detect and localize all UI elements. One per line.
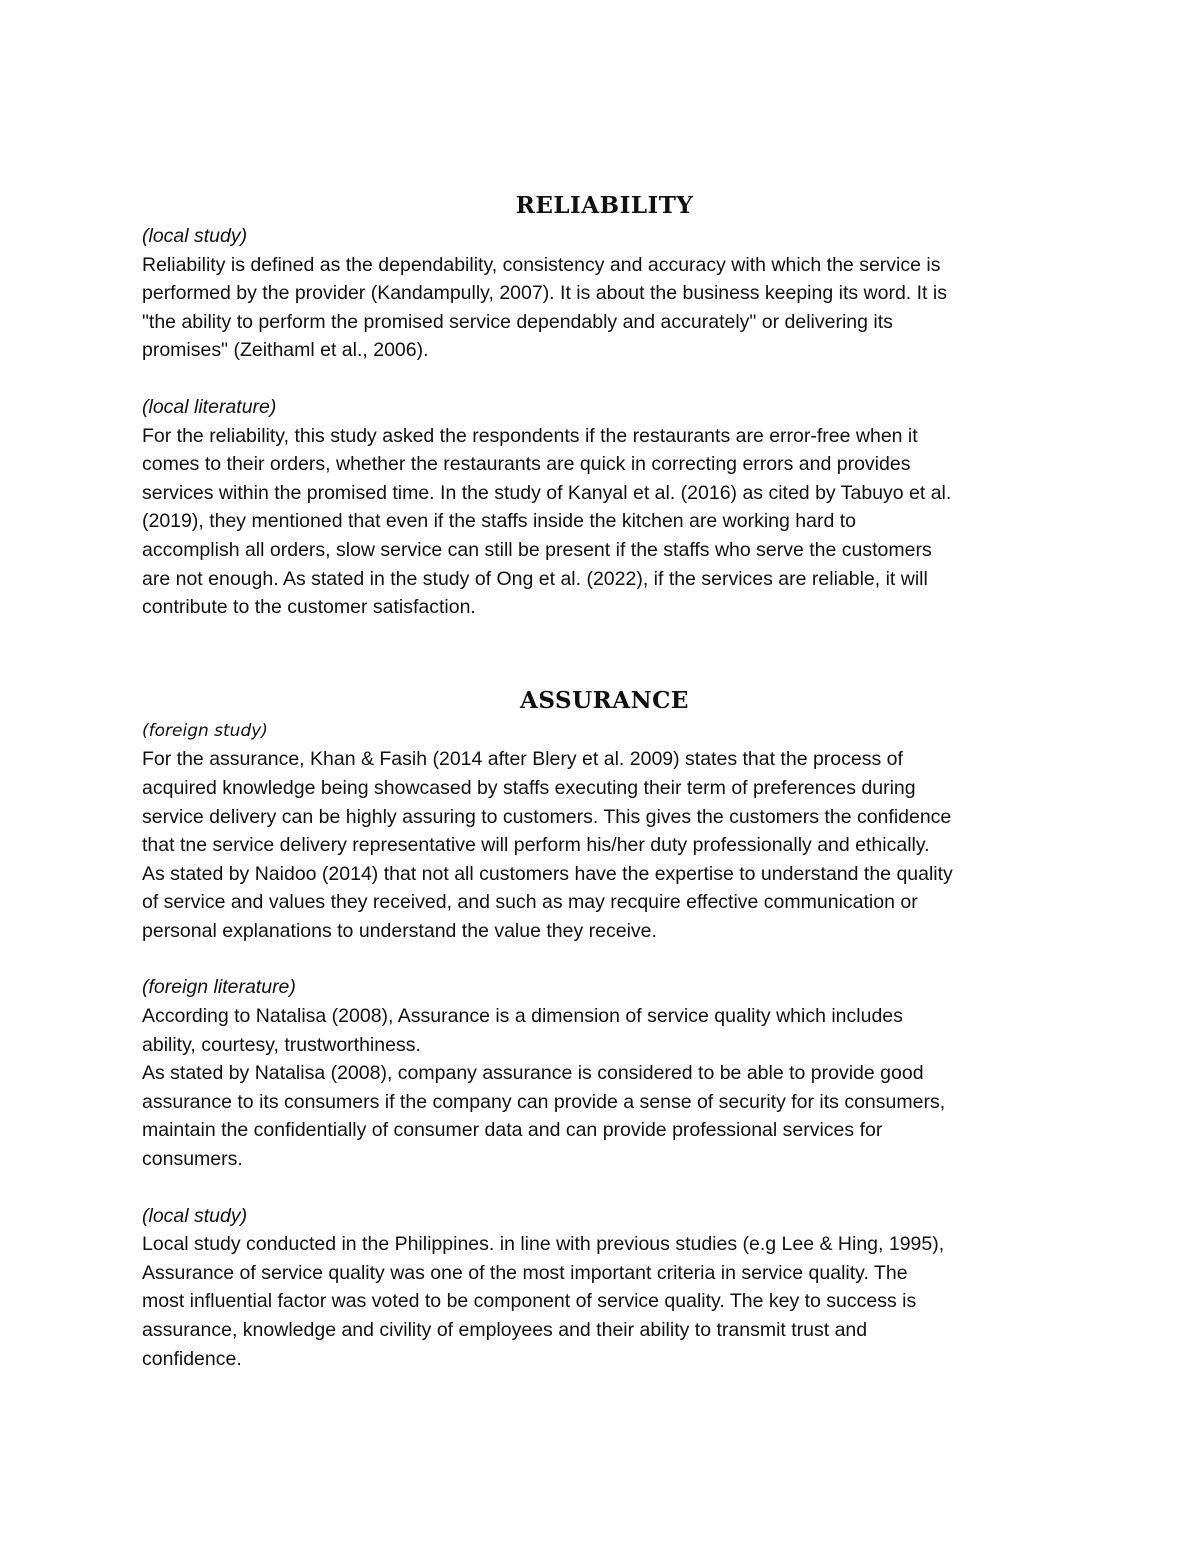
- spacer: [142, 365, 1067, 393]
- assurance-foreign-study-label: (foreign study): [142, 720, 268, 741]
- reliability-heading: RELIABILITY: [515, 192, 694, 219]
- spacer: [142, 945, 1067, 973]
- assurance-local-study-label: (local study): [142, 1204, 248, 1227]
- section-spacer: [142, 622, 1067, 685]
- reliability-local-literature-label: (local literature): [142, 395, 277, 418]
- reliability-local-study-label: (local study): [142, 225, 248, 247]
- assurance-local-study-paragraph: Local study conducted in the Philippines. in line with previous studies (e.g Lee & Hing, 1995), Assurance of service quality was one of the most important criteria in service quality. The most influential factor was voted to be component of service quality. The key to success is assurance, knowledge and civility of employees and their ability to transmit trust and confidence.: [142, 1233, 945, 1370]
- document-body: [142, 190, 1067, 1373]
- assurance-foreign-literature-paragraph: According to Natalisa (2008), Assurance is a dimension of service quality which includes ability, courtesy, trustworthiness. As stated by Natalisa (2008), company assurance is considered to be able to provide good assurance to its consumers if the company can provide a sense of security for its consumers, maintain the confidentially of consumer data and can provide professional services for consumers.: [142, 1005, 946, 1171]
- assurance-foreign-study-paragraph: For the assurance, Khan & Fasih (2014 after Blery et al. 2009) states that the process of acquired knowledge being showcased by staffs executing their term of preferences during service delivery can be highly assuring to customers. This gives the customers the confidence that tne service delivery representative will perform his/her duty professionally and ethically. As stated by Naidoo (2014) that not all customers have the expertise to understand the quality of service and values they received, and such as may recquire effective communication or personal explanations to understand the value they receive.: [142, 748, 953, 942]
- assurance-foreign-literature-label: (foreign literature): [142, 976, 296, 999]
- reliability-local-literature-paragraph: For the reliability, this study asked the respondents if the restaurants are error-free when it comes to their orders, whether the restaurants are quick in correcting errors and provides services within the promised time. In the study of Kanyal et al. (2016) as cited by Tabuyo et al. (2019), they mentioned that even if the staffs inside the kitchen are working hard to accomplish all orders, slow service can still be present if the staffs who serve the customers are not enough. As stated in the study of Ong et al. (2022), if the services are reliable, it will contribute to the customer satisfaction.: [142, 424, 952, 619]
- spacer: [142, 1174, 1067, 1202]
- assurance-heading: ASSURANCE: [520, 686, 689, 714]
- reliability-local-study-paragraph: Reliability is defined as the dependability, consistency and accuracy with which the service is performed by the provider (Kandampully, 2007). It is about the business keeping its word. It is "the ability to perform the promised service dependably and accurately" or delivering its promises" (Zeithaml et al., 2006).: [142, 253, 947, 362]
